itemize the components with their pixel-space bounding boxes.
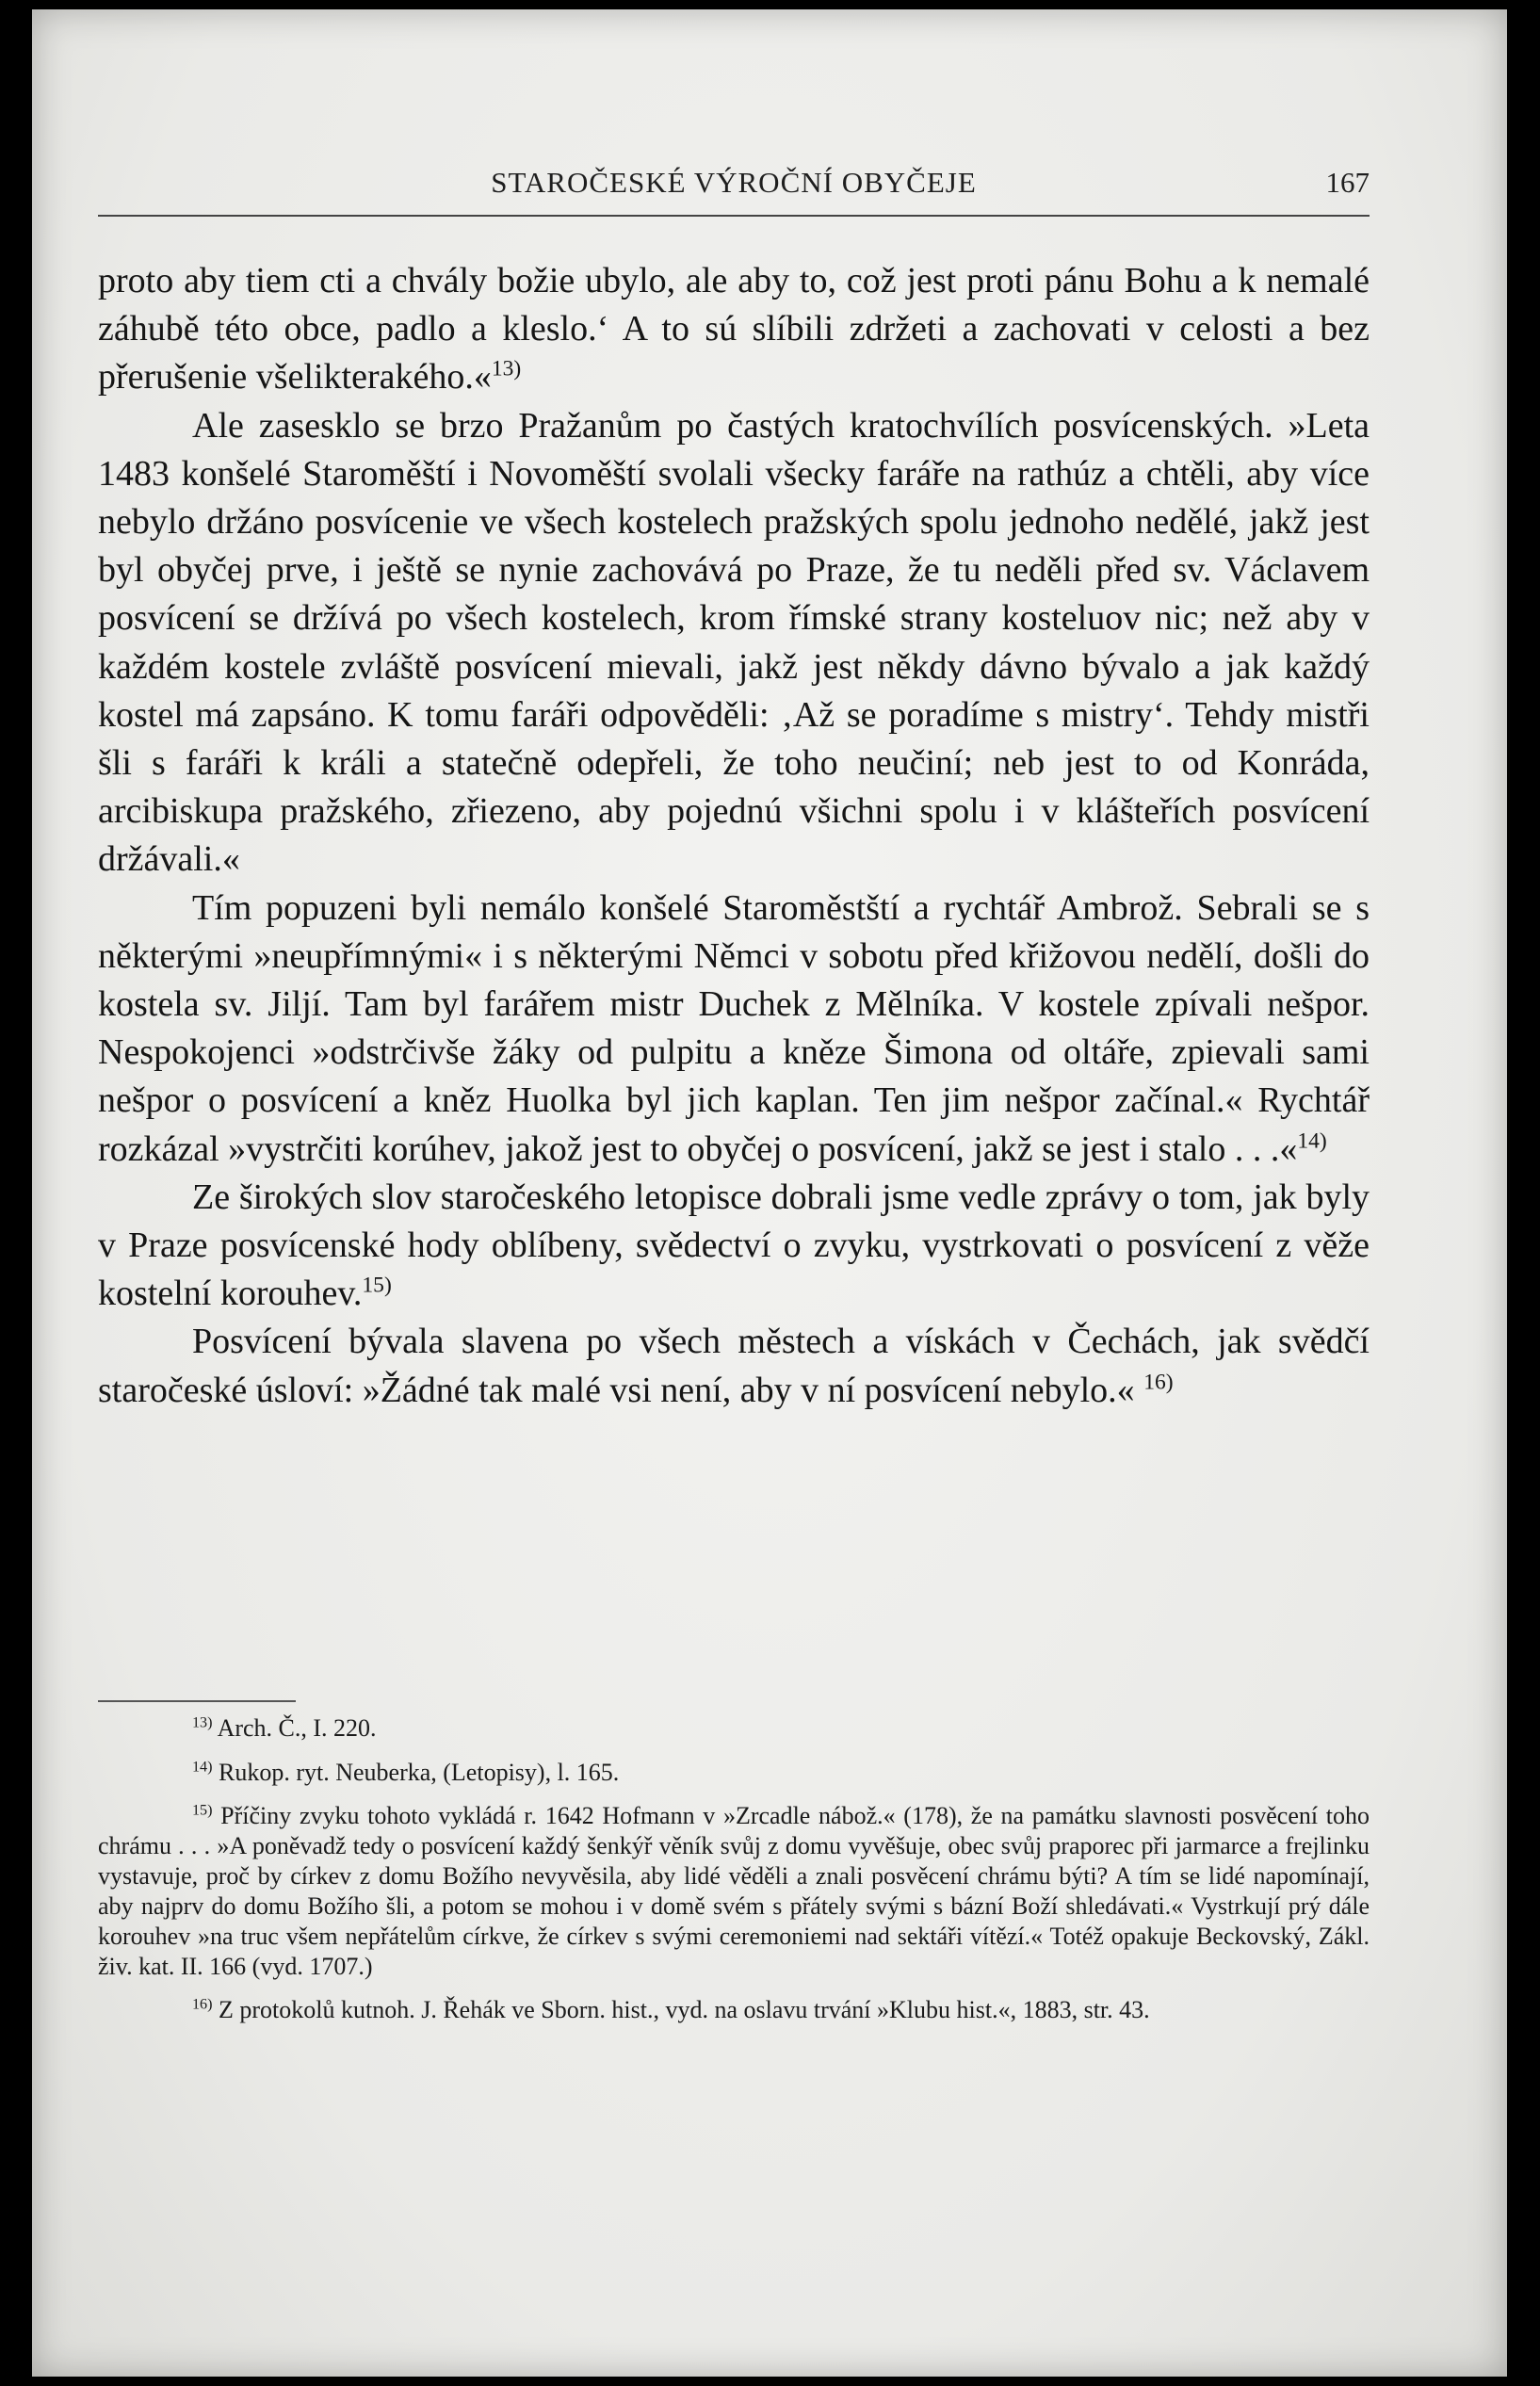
book-page xyxy=(32,9,1507,2377)
footnote xyxy=(98,1801,1370,1982)
header-rule xyxy=(98,215,1370,217)
footnote xyxy=(98,1712,1370,1744)
footnote-number: 16) xyxy=(192,1996,213,2013)
paragraph-text: proto aby tiem cti a chvály božie ubylo, ale aby to, což jest proti pánu Bohu a k nemalé záhubě této obce, padlo a kleslo.‘ A to sú slíbili zdržeti a zachovati v celosti a bez přerušenie všelikterakého.« xyxy=(98,261,1370,398)
page-number: 167 xyxy=(1325,166,1370,199)
footnote-text: Arch. Č., I. 220. xyxy=(217,1714,377,1742)
footnote-number: 15) xyxy=(192,1802,213,1819)
footnote-text: Z protokolů kutnoh. J. Řehák ve Sborn. hist., vyd. na oslavu trvání »Klubu hist.«, 1883, str. 43. xyxy=(218,1996,1150,2023)
footnote-text: Příčiny zvyku tohoto vykládá r. 1642 Hofmann v »Zrcadle nábož.« (178), že na památku slavnosti posvěcení toho chrámu . . . »A poněvadž tedy o posvícení každý šenkýř věník svůj z domu vyvěšuje, obec svůj praporec při jarmarce a frejlinku vystavuje, proč by církev z domu Božího nevyvěsila, aby lidé věděli a znali posvěcení chrámu býti? A tím se lidé napomínají, aby najprv do domu Božího šli, a potom se mohou i v domě svém s přátely svými s bázní Boží shledávati.« Vystrkují prý dále korouhev »na truc všem nepřátelům církve, že církev s svými ceremoniemi nad sektáři vítězí.« Totéž opakuje Beckovský, Zákl. živ. kat. II. 166 (vyd. 1707.) xyxy=(98,1802,1370,1980)
page-header xyxy=(98,160,1370,217)
paragraph xyxy=(98,885,1370,1174)
paragraph-text: Ze širokých slov staročeského letopisce dobrali jsme vedle zprávy o tom, jak byly v Praze posvícenské hody oblíbeny, svědectví o zvyku, vystrkovati o posvícení z věže kostelní korouhev. xyxy=(98,1177,1370,1314)
paragraph xyxy=(98,1174,1370,1319)
paragraph: Ale zasesklo se brzo Pražanům po častých kratochvílích posvícenských. »Leta 1483 konšelé Staroměští i Novoměští svolali všecky faráře na rathúz a chtěli, aby více nebylo držáno posvícenie ve všech kostelech pražských spolu jednoho nedělé, jakž jest byl obyčej prve, i ještě se nynie zachovává po Praze, že tu neděli před sv. Václavem posvícení se držívá po všech kostelech, krom římské strany kosteluov nic; než aby v každém kostele zvláště posvícení mievali, jakž jest někdy dávno bývalo a jak každý kostel má zapsáno. K tomu faráři odpověděli: ‚Až se poradíme s mistry‘. Tehdy mistři šli s faráři k králi a statečně odepřeli, že toho neučiní; neb jest to od Konráda, arcibiskupa pražského, zřiezeno, aby pojednú všichni spolu i v klášteřích posvícení držávali.« xyxy=(98,405,1370,880)
running-title: STAROČESKÉ VÝROČNÍ OBYČEJE xyxy=(491,166,977,199)
main-text xyxy=(98,257,1370,1415)
footnotes xyxy=(98,1712,1370,2038)
footnote-number: 14) xyxy=(192,1759,213,1776)
footnote-reference: 14) xyxy=(1297,1128,1327,1153)
footnote-reference: 15) xyxy=(362,1273,392,1298)
paragraph-text: Posvícení bývala slavena po všech městech a vískách v Čechách, jak svědčí staročeské úsloví: »Žádné tak malé vsi není, aby v ní posvícení nebylo.« xyxy=(98,1322,1370,1410)
footnote-separator xyxy=(98,1700,296,1702)
footnote xyxy=(98,1995,1370,2025)
paragraph xyxy=(98,257,1370,402)
paragraph-text: Tím popuzeni byli nemálo konšelé Staroměstští a rychtář Ambrož. Sebrali se s některými »neupřímnými« i s některými Němci v sobotu před křižovou nedělí, došli do kostela sv. Jiljí. Tam byl farářem mistr Duchek z Mělníka. V kostele zpívali nešpor. Nespokojenci »odstrčivše žáky od pulpitu a kněze Šimona od oltáře, zpievali sami nešpor o posvícení a kněz Huolka byl jich kaplan. Ten jim nešpor začínal.« Rychtář rozkázal »vystrčiti korúhev, jakož jest to obyčej o posvícení, jakž se jest i stalo . . .« xyxy=(98,887,1370,1169)
footnote-number: 13) xyxy=(192,1714,213,1731)
footnote-text: Rukop. ryt. Neuberka, (Letopisy), l. 165. xyxy=(218,1759,620,1786)
paragraph xyxy=(98,1318,1370,1414)
footnote-reference: 16) xyxy=(1143,1370,1174,1395)
footnote-reference: 13) xyxy=(491,356,522,381)
footnote xyxy=(98,1757,1370,1788)
